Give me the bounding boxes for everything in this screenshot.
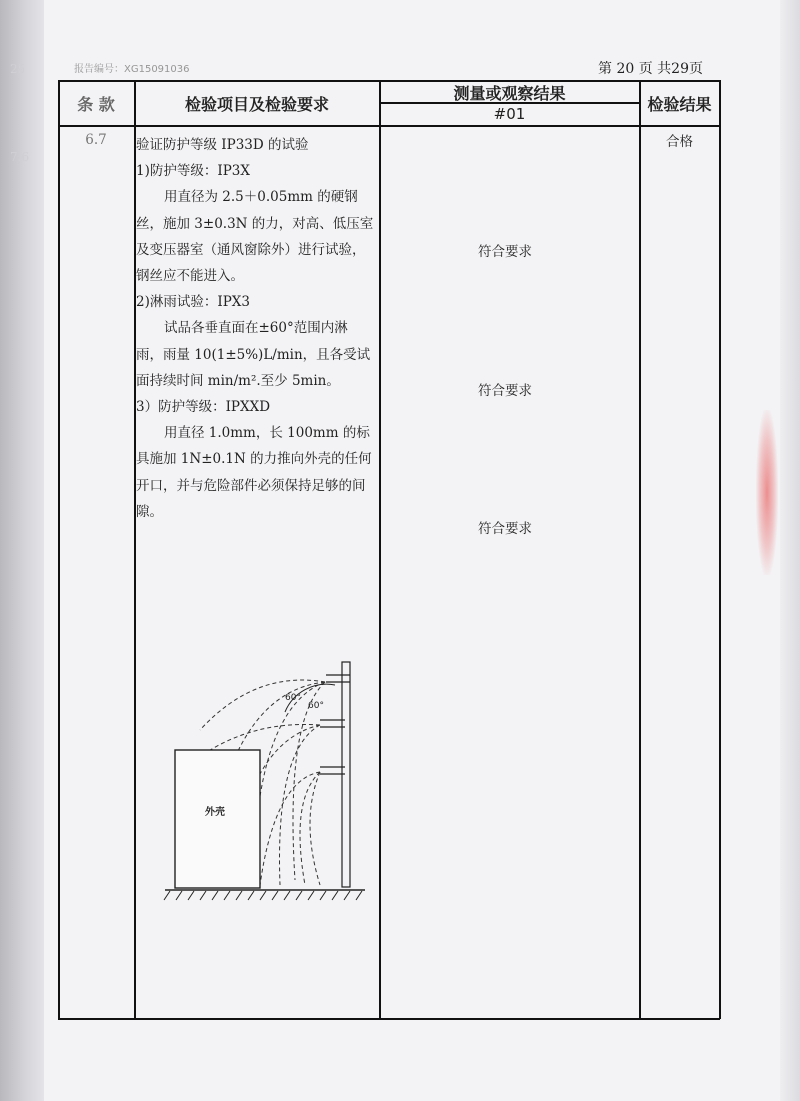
bleed-through-mark: 25 [10,62,26,76]
header-divider [58,125,720,127]
red-seal-stamp-edge [756,410,778,575]
binding-edge [0,0,44,1101]
enclosure-box [175,750,260,888]
result-ip3x: 符合要求 [478,244,532,260]
header-sample-no: #01 [493,105,526,123]
page-right-edge [780,0,800,1101]
header-result: 检验结果 [647,95,712,114]
sec1-body: 用直径为 2.5＋0.05mm 的硬钢丝，施加 3±0.3N 的力，对高、低压室及变压器室（通风窗除外）进行试验，钢丝应不能进入。 [136,189,374,285]
result-ipxxd: 符合要求 [478,521,532,537]
sec3-heading: 3）防护等级：IPXXD [136,399,271,416]
spray-nozzles [320,675,350,774]
sec2-body: 试品各垂直面在±60°范围内淋雨，雨量 10(1±5%)L/min，且各受试面持续时间 min/m².至少 5min。 [136,320,371,389]
verdict: 合格 [666,134,693,150]
enclosure-label: 外壳 [205,807,225,818]
rain-test-figure [160,650,380,910]
table-border-left [58,80,60,1019]
test-title: 验证防护等级 IP33D 的试验 [136,137,309,153]
clause-number: 6.7 [85,132,107,148]
sec2-heading: 2)淋雨试验：IPX3 [136,294,250,311]
sec1-heading: 1)防护等级：IP3X [136,163,250,180]
header-clause: 条 款 [77,95,115,114]
result-ipx3: 符合要求 [478,383,532,399]
ground-hatching [164,891,362,900]
table-border-bottom [58,1018,720,1020]
inspection-table [58,80,720,1018]
angle-label: 60° [285,693,301,703]
angle-label: 60° [308,701,324,711]
table-border-right [719,80,721,1019]
page-count: 第 20 页 共29页 [598,61,703,77]
col-divider-measure [639,80,641,1019]
header-item: 检验项目及检验要求 [184,95,329,114]
test-requirements [136,132,374,525]
sec3-body: 用直径 1.0mm，长 100mm 的标具施加 1N±0.1N 的力推向外壳的任何开口，并与危险部件必须保持足够的间隙。 [136,425,372,520]
report-number: 报告编号：XG15091036 [74,64,190,75]
bleed-through-mark: 7.6 [10,150,30,164]
header-measure: 测量或观察结果 [453,84,566,103]
